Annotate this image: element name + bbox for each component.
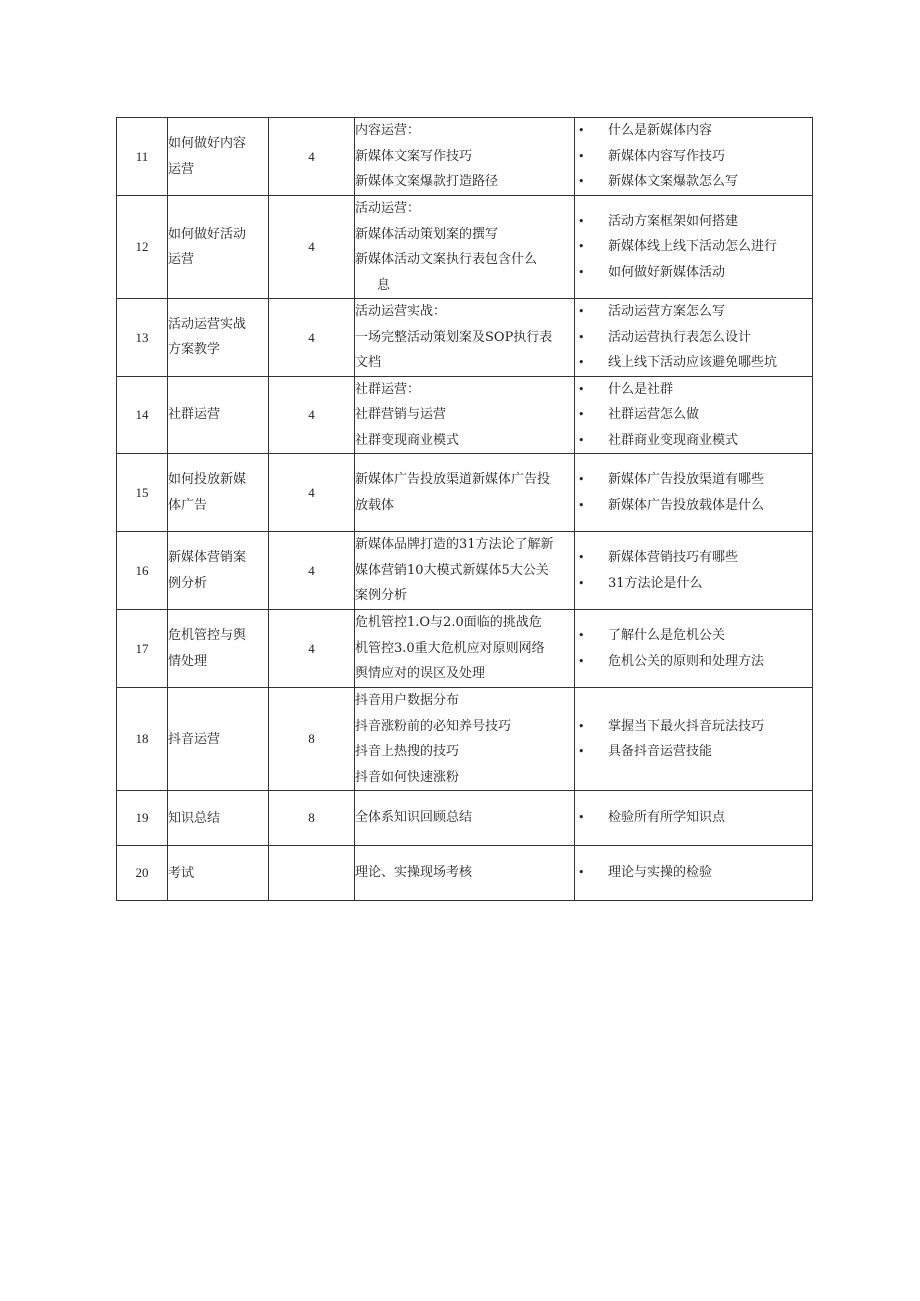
goal-text: 理论与实操的检验	[608, 865, 713, 881]
goal-list	[575, 545, 812, 596]
lesson-content-line: 内容运营：	[355, 123, 421, 139]
goal-item	[575, 623, 812, 649]
lesson-hours: 8	[269, 688, 355, 791]
lesson-number: 20	[117, 846, 168, 901]
lesson-content-line: 新媒体活动文案执行表包含什么	[355, 252, 538, 267]
table-row	[117, 454, 813, 532]
bullet-icon: •	[578, 433, 585, 447]
lesson-content-line: 新媒体广告投放渠道新媒体广告投	[355, 472, 551, 487]
lesson-number: 16	[117, 532, 168, 610]
table-row	[117, 376, 813, 454]
goal-item	[575, 571, 812, 597]
lesson-goals	[575, 532, 813, 610]
bullet-icon: •	[578, 498, 585, 512]
lesson-content-line: 新媒体品牌打造的31方法论了解新	[355, 537, 554, 553]
bullet-icon: •	[578, 576, 585, 590]
lesson-number: 15	[117, 454, 168, 532]
table-row	[117, 610, 813, 688]
lesson-goals	[575, 454, 813, 532]
lesson-content-line: 抖音涨粉前的必知养号技巧	[355, 718, 512, 734]
goal-item	[575, 493, 812, 519]
goal-text: 活动运营执行表怎么设计	[608, 329, 752, 345]
bullet-icon: •	[578, 214, 585, 228]
goal-list	[575, 377, 812, 454]
bullet-icon: •	[578, 654, 585, 668]
goal-text: 什么是社群	[608, 381, 674, 397]
lesson-goals	[575, 196, 813, 299]
lesson-title-line: 情处理	[168, 653, 208, 669]
lesson-title	[168, 610, 269, 688]
lesson-content-line: 社群运营：	[355, 381, 421, 397]
bullet-icon: •	[578, 551, 585, 564]
lesson-goals	[575, 846, 813, 901]
goal-item	[575, 169, 812, 195]
lesson-title-line: 运营	[168, 252, 195, 267]
lesson-title-line: 活动运营实战	[168, 316, 247, 332]
goal-item	[575, 545, 812, 571]
goal-list	[575, 209, 812, 286]
goal-list	[575, 467, 812, 518]
lesson-hours: 8	[269, 791, 355, 846]
lesson-title	[168, 688, 269, 791]
lesson-content	[355, 196, 575, 299]
lesson-content	[355, 532, 575, 610]
lesson-content	[355, 791, 575, 846]
course-schedule-table	[116, 117, 813, 901]
goal-text: 新媒体广告投放渠道有哪些	[608, 472, 765, 487]
lesson-content	[355, 299, 575, 377]
lesson-content-line: 抖音用户数据分布	[355, 693, 460, 708]
table-row	[117, 846, 813, 901]
lesson-goals	[575, 299, 813, 377]
bullet-icon: •	[578, 745, 585, 758]
lesson-title-line: 新媒体营销案	[168, 550, 247, 565]
lesson-title	[168, 299, 269, 377]
bullet-icon: •	[578, 265, 585, 279]
bullet-icon: •	[578, 124, 585, 138]
lesson-content	[355, 118, 575, 196]
goal-list	[575, 714, 812, 765]
goal-text: 社群运营怎么做	[608, 407, 700, 422]
goal-item	[575, 325, 812, 351]
lesson-content-line: 活动运营：	[355, 201, 421, 216]
lesson-title-line: 如何投放新媒	[168, 472, 247, 487]
lesson-title-line: 危机管控与舆	[168, 628, 247, 643]
lesson-content-line: 一场完整活动策划案及SOP执行表	[355, 329, 553, 345]
lesson-content-line: 舆情应对的误区及处理	[355, 666, 486, 682]
lesson-content-line: 新媒体活动策划案的撰写	[355, 226, 499, 242]
goal-list	[575, 860, 812, 886]
table-row	[117, 532, 813, 610]
lesson-number: 14	[117, 376, 168, 454]
lesson-hours: 4	[269, 299, 355, 377]
goal-item	[575, 428, 812, 454]
table-row	[117, 299, 813, 377]
lesson-hours: 4	[269, 610, 355, 688]
lesson-title-line: 抖音运营	[168, 731, 221, 747]
lesson-content-line: 危机管控1.O与2.0面临的挑战危	[355, 615, 542, 631]
lesson-goals	[575, 791, 813, 846]
lesson-content-line: 抖音如何快速涨粉	[355, 769, 460, 785]
goal-item	[575, 118, 812, 144]
goal-text: 活动运营方案怎么写	[608, 304, 726, 319]
lesson-content	[355, 688, 575, 791]
goal-item	[575, 402, 812, 428]
lesson-hours: 4	[269, 454, 355, 532]
goal-text: 新媒体文案爆款怎么写	[608, 174, 739, 190]
lesson-goals	[575, 688, 813, 791]
goal-text: 检验所有所学知识点	[608, 810, 726, 826]
goal-text: 什么是新媒体内容	[608, 123, 713, 139]
goal-text: 了解什么是危机公关	[608, 628, 726, 643]
lesson-content-line: 媒体营销10大模式新媒体5大公关	[355, 562, 549, 578]
lesson-title-line: 如何做好内容	[168, 136, 247, 151]
goal-list	[575, 299, 812, 376]
bullet-icon: •	[578, 382, 585, 396]
lesson-title	[168, 454, 269, 532]
lesson-number: 17	[117, 610, 168, 688]
bullet-icon: •	[578, 330, 585, 344]
bullet-icon: •	[578, 473, 585, 486]
bullet-icon: •	[578, 866, 585, 880]
goal-item	[575, 234, 812, 260]
goal-list	[575, 805, 812, 831]
lesson-content-line: 新媒体文案爆款打造路径	[355, 174, 499, 190]
bullet-icon: •	[578, 629, 585, 642]
table-row	[117, 791, 813, 846]
goal-item	[575, 144, 812, 170]
lesson-title	[168, 532, 269, 610]
lesson-title-line: 体广告	[168, 497, 208, 513]
lesson-title-line: 方案教学	[168, 342, 221, 358]
goal-item	[575, 209, 812, 235]
lesson-content	[355, 454, 575, 532]
goal-item	[575, 805, 812, 831]
lesson-content-line: 活动运营实战：	[355, 304, 447, 319]
goal-text: 新媒体内容写作技巧	[608, 148, 726, 164]
goal-text: 新媒体线上线下活动怎么进行	[608, 239, 778, 255]
goal-item	[575, 860, 812, 886]
bullet-icon: •	[578, 305, 585, 318]
lesson-title-line: 知识总结	[168, 810, 221, 826]
goal-text: 如何做好新媒体活动	[608, 264, 726, 280]
lesson-content-line: 案例分析	[355, 588, 408, 604]
bullet-icon: •	[578, 175, 585, 189]
lesson-hours: 4	[269, 376, 355, 454]
lesson-number: 18	[117, 688, 168, 791]
lesson-content-line: 息	[377, 277, 391, 293]
lesson-title	[168, 791, 269, 846]
goal-item	[575, 377, 812, 403]
lesson-title-line: 社群运营	[168, 407, 221, 423]
table-body	[117, 118, 813, 901]
goal-text: 掌握当下最火抖音玩法技巧	[608, 718, 765, 734]
goal-list	[575, 118, 812, 195]
lesson-goals	[575, 610, 813, 688]
lesson-content-line: 抖音上热搜的技巧	[355, 744, 460, 759]
goal-item	[575, 714, 812, 740]
lesson-goals	[575, 118, 813, 196]
lesson-content-line: 放载体	[355, 497, 395, 513]
lesson-title	[168, 118, 269, 196]
goal-item	[575, 299, 812, 325]
lesson-hours	[269, 846, 355, 901]
bullet-icon: •	[578, 356, 585, 369]
lesson-content	[355, 846, 575, 901]
lesson-title	[168, 846, 269, 901]
lesson-content-line: 社群营销与运营	[355, 407, 447, 422]
bullet-icon: •	[578, 719, 585, 733]
goal-item	[575, 739, 812, 765]
lesson-content	[355, 610, 575, 688]
bullet-icon: •	[578, 240, 585, 254]
lesson-goals	[575, 376, 813, 454]
table-row	[117, 118, 813, 196]
goal-item	[575, 467, 812, 493]
lesson-content-line: 全体系知识回顾总结	[355, 810, 473, 826]
lesson-hours: 4	[269, 532, 355, 610]
lesson-title-line: 例分析	[168, 575, 208, 591]
lesson-content-line: 文档	[355, 355, 382, 370]
goal-text: 线上线下活动应该避免哪些坑	[608, 355, 778, 370]
goal-text: 危机公关的原则和处理方法	[608, 653, 765, 669]
goal-text: 活动方案框架如何搭建	[608, 213, 739, 229]
goal-text: 社群商业变现商业模式	[608, 432, 739, 448]
bullet-icon: •	[578, 408, 585, 421]
lesson-number: 19	[117, 791, 168, 846]
lesson-hours: 4	[269, 196, 355, 299]
goal-item	[575, 260, 812, 286]
lesson-number: 12	[117, 196, 168, 299]
goal-text: 31方法论是什么	[608, 575, 703, 591]
lesson-content-line: 新媒体文案写作技巧	[355, 148, 473, 164]
table-row	[117, 196, 813, 299]
lesson-title	[168, 376, 269, 454]
goal-item	[575, 350, 812, 376]
bullet-icon: •	[578, 149, 585, 163]
lesson-number: 13	[117, 299, 168, 377]
bullet-icon: •	[578, 811, 585, 825]
lesson-title-line: 考试	[168, 865, 195, 881]
goal-list	[575, 623, 812, 674]
lesson-hours: 4	[269, 118, 355, 196]
lesson-title	[168, 196, 269, 299]
lesson-content	[355, 376, 575, 454]
goal-item	[575, 649, 812, 675]
lesson-content-line: 社群变现商业模式	[355, 432, 460, 448]
lesson-content-line: 理论、实操现场考核	[355, 865, 473, 881]
goal-text: 具备抖音运营技能	[608, 744, 713, 759]
goal-text: 新媒体营销技巧有哪些	[608, 550, 739, 565]
lesson-title-line: 如何做好活动	[168, 226, 247, 242]
goal-text: 新媒体广告投放载体是什么	[608, 497, 765, 513]
lesson-content-line: 机管控3.0重大危机应对原则网络	[355, 640, 545, 656]
lesson-title-line: 运营	[168, 161, 195, 177]
table-row	[117, 688, 813, 791]
lesson-number: 11	[117, 118, 168, 196]
